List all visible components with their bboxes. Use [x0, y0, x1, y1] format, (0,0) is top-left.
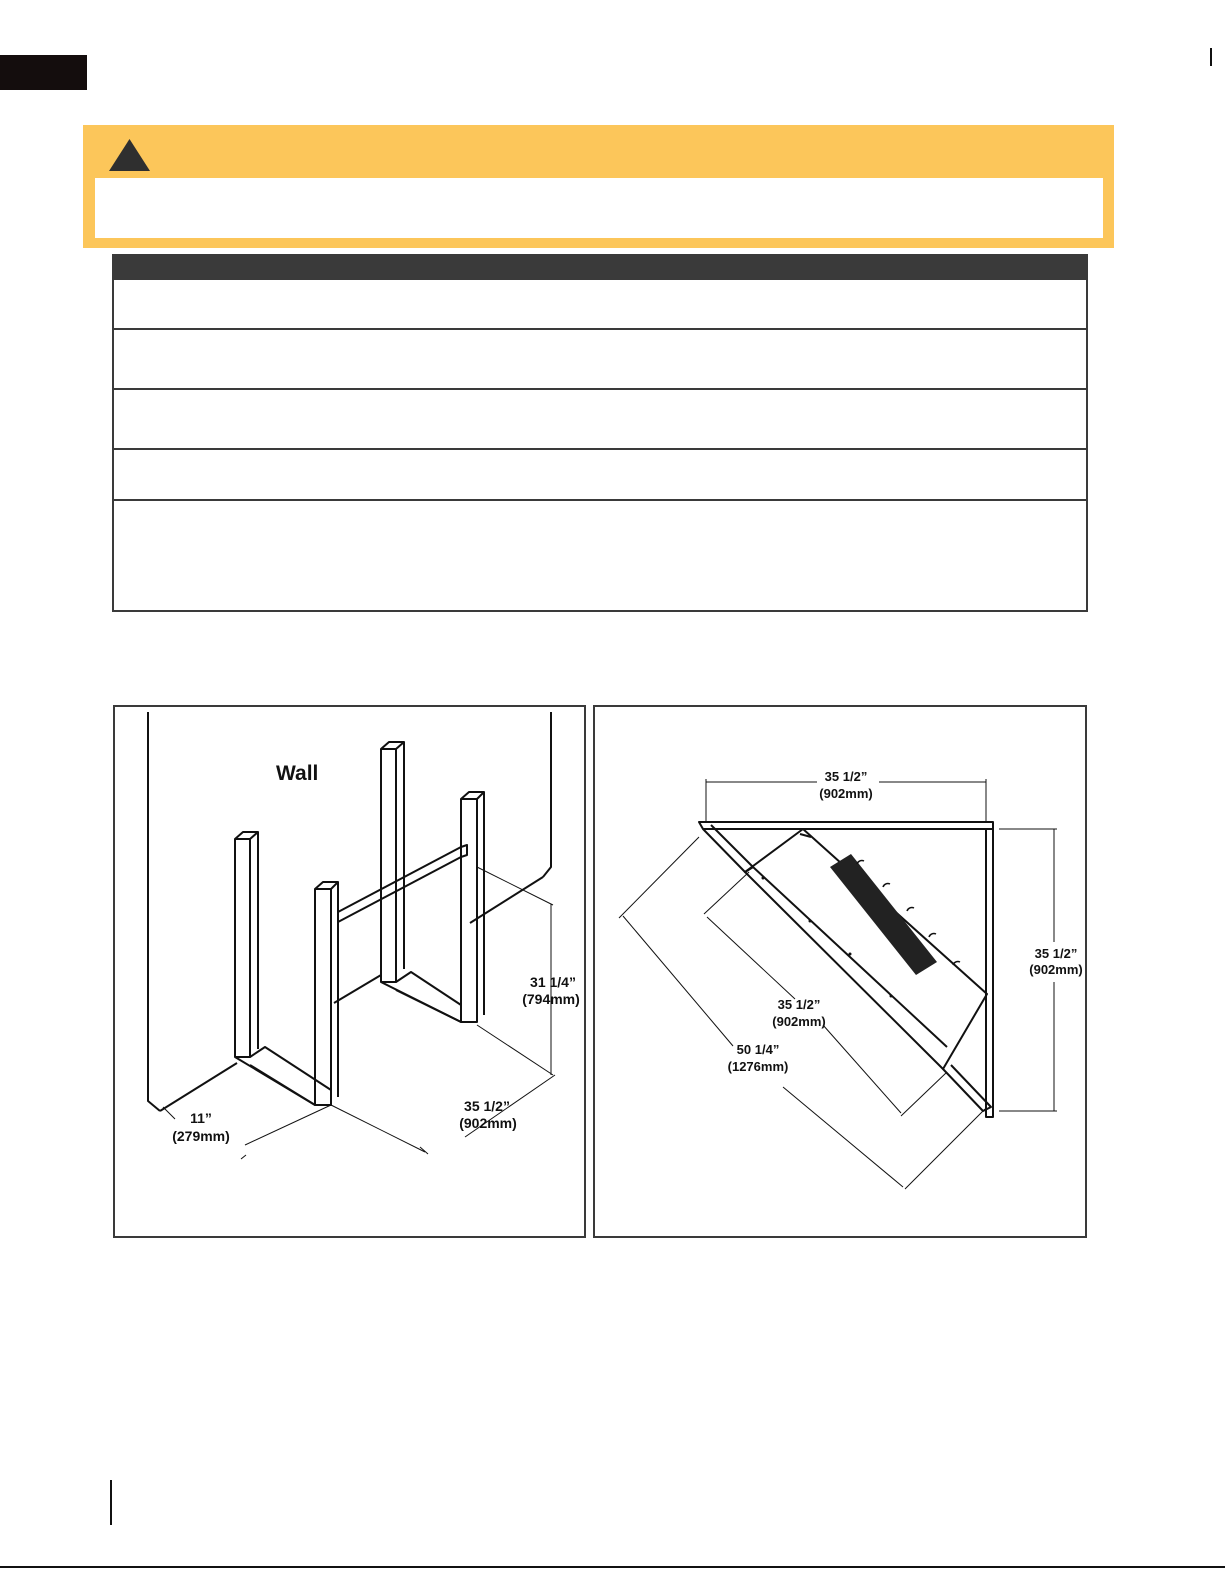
table-row: [114, 390, 1086, 450]
dim-top-in: 35 1/2”: [824, 769, 868, 784]
table-header: [114, 256, 1086, 280]
dim-height-in: 31 1/4”: [530, 974, 576, 990]
dim-diagonal-mm: (1276mm): [727, 1059, 789, 1074]
dim-width-mm: (902mm): [459, 1115, 517, 1131]
footer-marker: [110, 1480, 112, 1525]
table-row: [114, 330, 1086, 390]
warning-box: [83, 125, 1114, 248]
wall-label: Wall: [276, 762, 319, 785]
warning-text-area: [95, 178, 1103, 238]
dim-side-mm: (902mm): [1029, 962, 1083, 977]
dim-depth-in: 11”: [190, 1110, 212, 1126]
spec-table: [112, 254, 1088, 612]
framing-figure: [113, 705, 586, 1238]
framing-drawing: [115, 707, 588, 1240]
edge-mark: [1210, 48, 1212, 66]
corner-plan-figure: [593, 705, 1087, 1238]
dim-top-mm: (902mm): [819, 786, 873, 801]
warning-triangle-icon: [107, 137, 152, 173]
table-row: [114, 501, 1086, 610]
dim-diagonal-in: 50 1/4”: [736, 1042, 780, 1057]
dim-front-mm: (902mm): [772, 1014, 826, 1029]
page-tab: [0, 55, 87, 90]
table-row: [114, 280, 1086, 330]
dim-width-in: 35 1/2”: [464, 1098, 510, 1114]
footer-rule: [0, 1566, 1225, 1568]
dim-height-mm: (794mm): [522, 991, 580, 1007]
dim-depth-mm: (279mm): [172, 1128, 230, 1144]
dim-front-in: 35 1/2”: [777, 997, 821, 1012]
dim-side-in: 35 1/2”: [1034, 946, 1078, 961]
corner-plan-drawing: [595, 707, 1089, 1240]
table-row: [114, 450, 1086, 501]
